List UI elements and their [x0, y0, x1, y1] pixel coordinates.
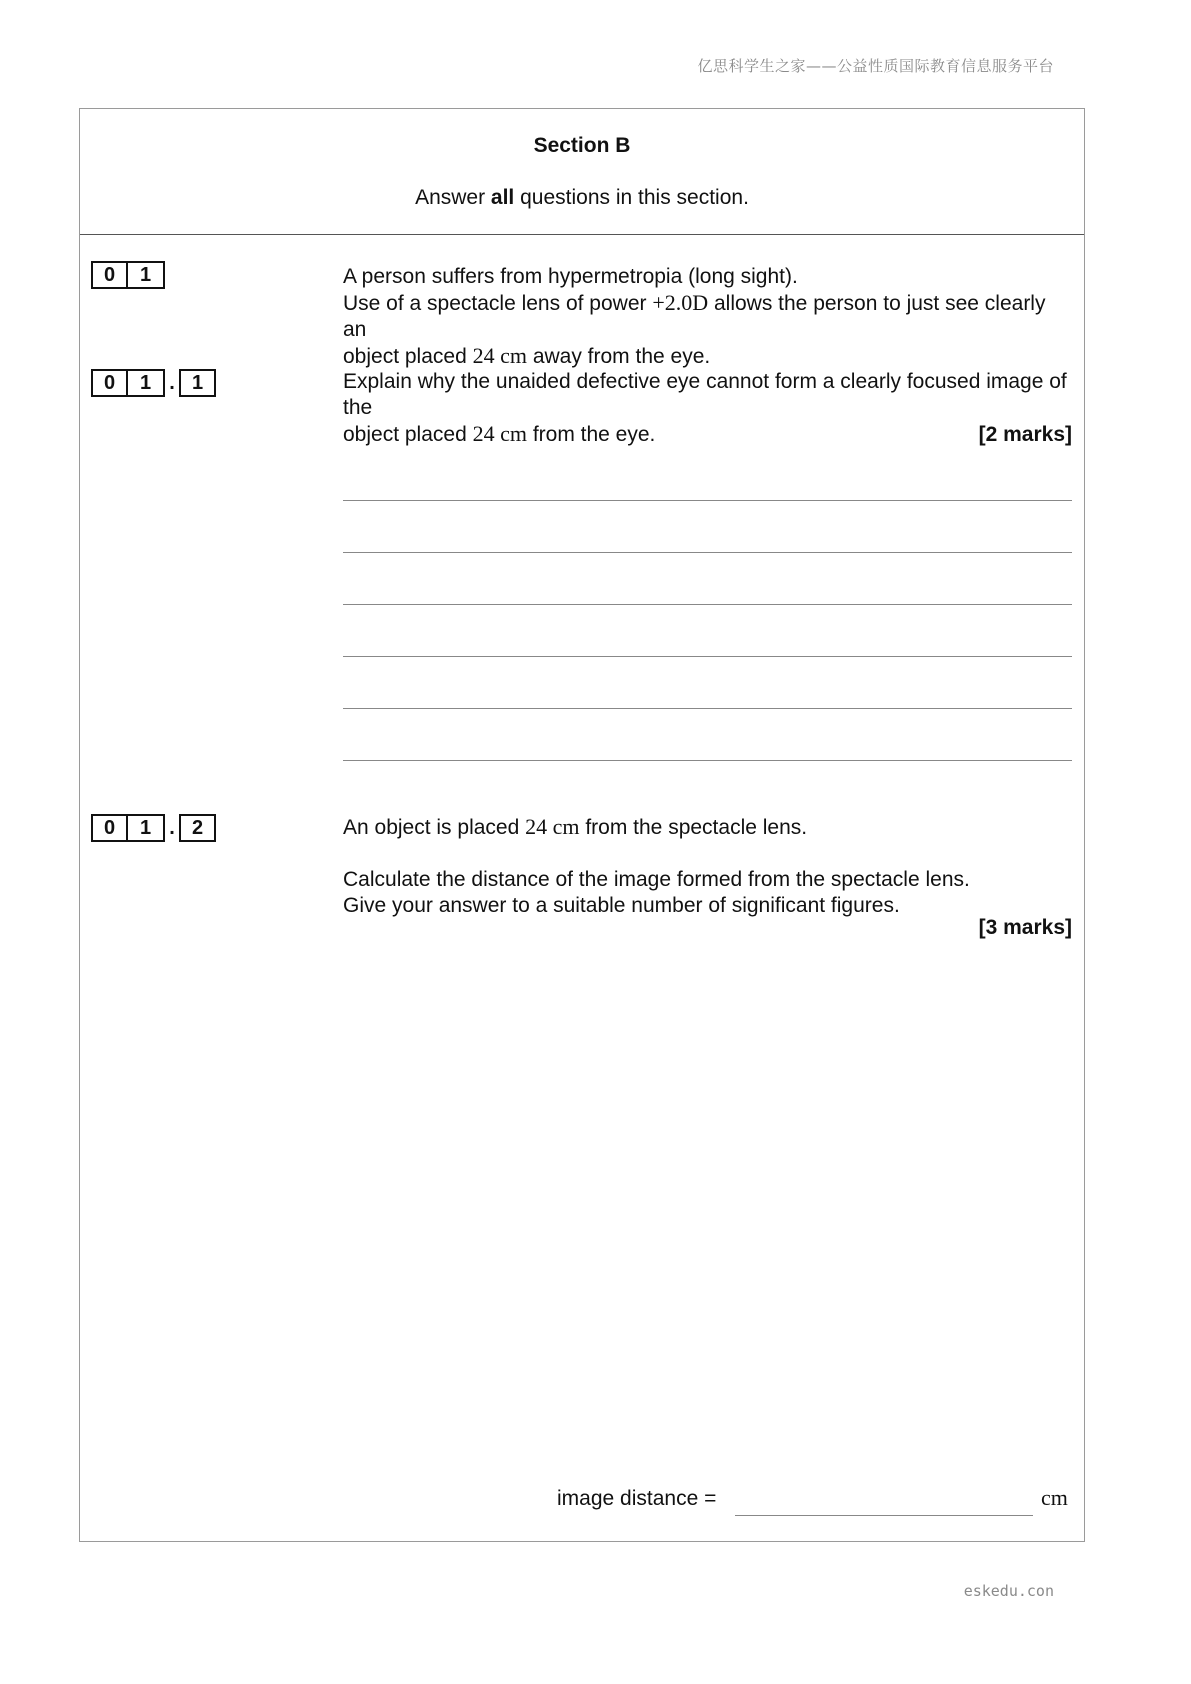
q1-line3: object placed 24 cm away from the eye.	[343, 343, 711, 368]
q1-2-line2: Calculate the distance of the image formed from the spectacle lens.	[343, 868, 970, 891]
qnum-dot: .	[169, 816, 175, 839]
q1-1-line2: object placed 24 cm from the eye.	[343, 421, 656, 446]
question-number-01	[91, 261, 165, 289]
qnum-digit: 0	[91, 369, 128, 397]
answer-line[interactable]	[343, 552, 1072, 553]
footer-watermark: eskedu.con	[963, 1582, 1054, 1600]
instruction-text-post: questions in this section.	[514, 186, 749, 209]
qnum-digit: 1	[128, 261, 165, 289]
q1-line2: Use of a spectacle lens of power +2.0D allows the person to just see clearly an	[343, 290, 1046, 341]
qnum-digit: 0	[91, 261, 128, 289]
qnum-digit: 2	[179, 814, 216, 842]
instruction-text-bold: all	[490, 186, 515, 209]
answer-line[interactable]	[343, 500, 1072, 501]
answer-line[interactable]	[343, 708, 1072, 709]
qnum-digit: 1	[179, 369, 216, 397]
object-distance-value: 24 cm	[525, 814, 580, 839]
answer-line[interactable]	[343, 760, 1072, 761]
marks-3: [3 marks]	[978, 916, 1072, 939]
question-number-01-1	[91, 369, 216, 397]
section-header	[80, 109, 1084, 235]
final-answer-row	[557, 1479, 1068, 1519]
qnum-digit: 1	[128, 814, 165, 842]
question-01-2-text	[343, 814, 1072, 919]
object-distance-value: 24 cm	[472, 343, 527, 368]
q1-2-line3: Give your answer to a suitable number of significant figures.	[343, 894, 900, 917]
qnum-digit: 1	[128, 369, 165, 397]
question-01-1-text	[343, 369, 1072, 448]
instruction-text-pre: Answer	[415, 186, 491, 209]
question-number-01-2	[91, 814, 216, 842]
qnum-digit: 0	[91, 814, 128, 842]
lens-power-value: +2.0D	[652, 290, 709, 315]
image-distance-answer-line[interactable]	[735, 1515, 1033, 1516]
qnum-dot: .	[169, 371, 175, 394]
object-distance-value: 24 cm	[472, 421, 527, 446]
section-title: Section B	[533, 134, 631, 157]
marks-2: [2 marks]	[978, 423, 1072, 446]
question-01-stem	[343, 264, 1072, 370]
header-watermark: 亿思科学生之家——公益性质国际教育信息服务平台	[697, 57, 1054, 75]
q1-2-line1: An object is placed 24 cm from the spectacle lens.	[343, 814, 808, 839]
section-instruction	[80, 186, 1084, 210]
q1-1-line1: Explain why the unaided defective eye cannot form a clearly focused image of the	[343, 370, 1067, 419]
image-distance-unit: cm	[1041, 1485, 1068, 1510]
answer-line[interactable]	[343, 604, 1072, 605]
image-distance-label: image distance =	[557, 1487, 717, 1510]
answer-line[interactable]	[343, 656, 1072, 657]
q1-line1: A person suffers from hypermetropia (long sight).	[343, 265, 798, 288]
question-frame	[79, 108, 1085, 1542]
